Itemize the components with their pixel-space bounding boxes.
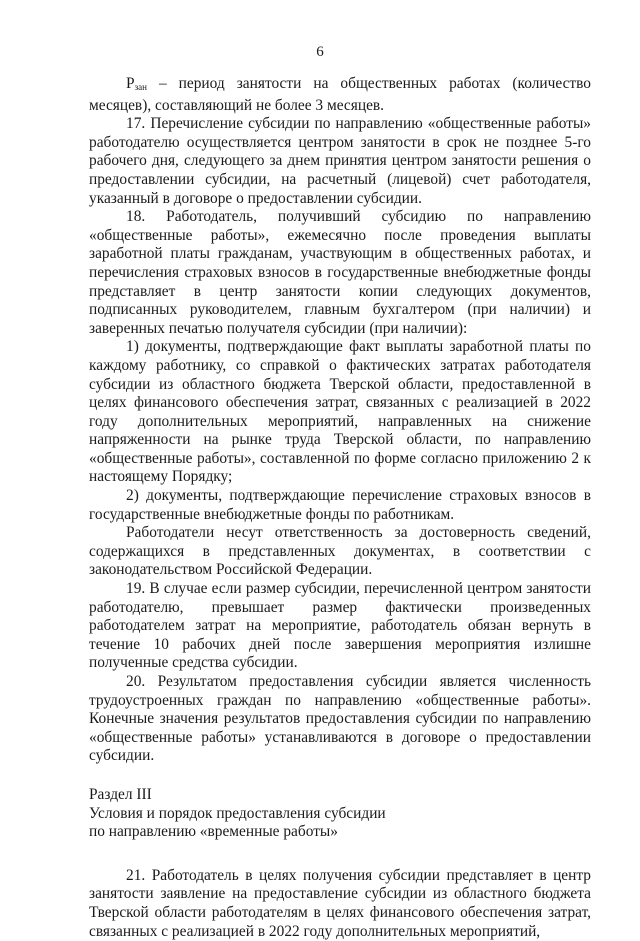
period-symbol-subscript: зан	[134, 82, 147, 92]
paragraph-19: 19. В случае если размер субсидии, перечисленной центром занятости работодателю, превышает размер фактически произведенных работодателем затрат на мероприятие, работодатель обязан вернуть в течение 10 рабочих дней после завершения мероприятия излишне полученные средства субсидии.	[89, 580, 591, 672]
paragraph-18: 18. Работодатель, получивший субсидию по направлению «общественные работы», ежемесячно после проведения выплаты заработной платы гражданам, участвующим в общественных работах, и перечисления страховых взносов в государственные внебюджетные фонды представляет в центр занятости копии следующих документов, подписанных руководителем, главным бухгалтером (при наличии) и заверенных печатью получателя субсидии (при наличии):	[89, 208, 591, 337]
period-symbol: P	[126, 75, 135, 92]
paragraph-20: 20. Результатом предоставления субсидии является численность трудоустроенных граждан по направлению «общественные работы». Конечные значения результатов предоставления субсидии по направлению «общественные работы» устанавливаются в договоре о предоставлении субсидии.	[89, 673, 591, 765]
section-number: Раздел III	[89, 785, 152, 803]
paragraph-18-item-1: 1) документы, подтверждающие факт выплаты заработной платы по каждому работнику, со справкой о фактических затратах работодателя субсидии из областного бюджета Тверской области, предоставленной в целях финансового обеспечения затрат, связанных с реализацией в 2022 году дополнительных мероприятий, направленных на снижение напряженности на рынке труда Тверской области, по направлению «общественные работы», составленной по форме согласно приложению 2 к настоящему Порядку;	[89, 338, 591, 486]
document-body	[89, 75, 591, 941]
section-title-line-2: по направлению «временные работы»	[89, 823, 338, 841]
period-definition-text: – период занятости на общественных работах (количество месяцев), составляющий не более 3 месяцев.	[89, 75, 591, 114]
paragraph-17: 17. Перечисление субсидии по направлению «общественные работы» работодателю осуществляется центром занятости в срок не позднее 5-го рабочего дня, следующего за днем принятия центром занятости решения о предоставлении субсидии, на расчетный (лицевой) счет работодателя, указанный в договоре о предоставлении субсидии.	[89, 115, 591, 207]
paragraph-21: 21. Работодатель в целях получения субсидии представляет в центр занятости заявление на предоставление субсидии из областного бюджета Тверской области работодателям в целях финансового обеспечения затрат, связанных с реализацией в 2022 году дополнительных мероприятий,	[89, 866, 591, 940]
section-title-line-1: Условия и порядок предоставления субсидии	[89, 804, 386, 822]
paragraph-period-definition	[89, 75, 591, 115]
paragraph-18-responsibility: Работодатели несут ответственность за достоверность сведений, содержащихся в представленных документах, в соответствии с законодательством Российской Федерации.	[89, 524, 591, 579]
paragraph-18-item-2: 2) документы, подтверждающие перечисление страховых взносов в государственные внебюджетные фонды по работникам.	[89, 487, 591, 523]
page-number: 6	[316, 44, 324, 60]
